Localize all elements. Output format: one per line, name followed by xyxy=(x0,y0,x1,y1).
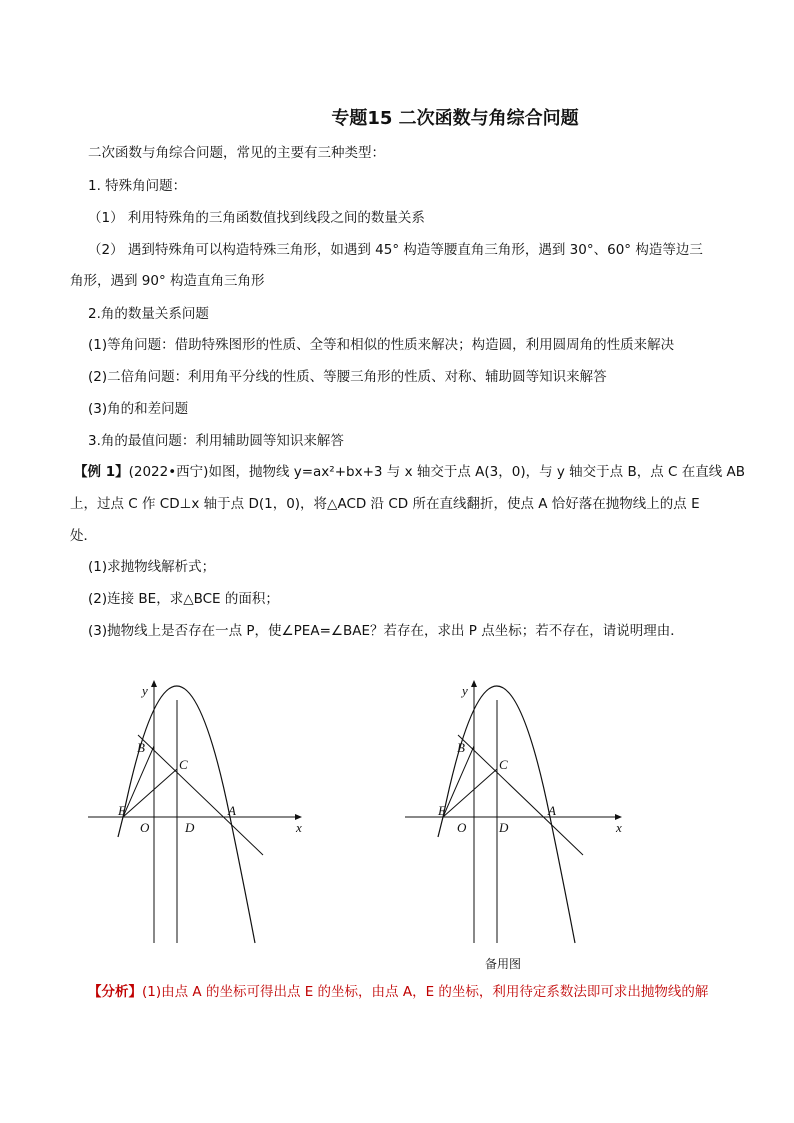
line-ab xyxy=(138,735,263,855)
figure-backup xyxy=(400,675,640,950)
parabola-left-lower xyxy=(438,817,443,837)
question-2: (2)连接 BE，求△BCE 的面积； xyxy=(88,591,279,607)
y-axis-arrow xyxy=(471,680,477,687)
type1-item2-line2: 角形，遇到 90° 构造直角三角形 xyxy=(70,273,265,289)
label-o: O xyxy=(140,820,150,835)
line-ec xyxy=(443,769,497,817)
label-e: E xyxy=(118,803,126,818)
question-3: (3)抛物线上是否存在一点 P，使∠PEA=∠BAE？若存在，求出 P 点坐标；若不存在，请说明理由． xyxy=(88,623,684,639)
example-line1-text: (2022•西宁)如图，抛物线 y=ax²+bx+3 与 x 轴交于点 A(3，0)，与 y 轴交于点 B，点 C 在直线 AB xyxy=(128,464,746,480)
page-title: 专题15 二次函数与角综合问题 xyxy=(331,108,579,129)
example-line1 xyxy=(74,462,745,482)
label-d: D xyxy=(499,820,509,835)
label-a: A xyxy=(548,803,556,818)
example-line2: 上，过点 C 作 CD⊥x 轴于点 D(1，0)，将△ACD 沿 CD 所在直线翻折，使点 A 恰好落在抛物线上的点 E xyxy=(70,496,700,512)
type3-heading: 3.角的最值问题：利用辅助圆等知识来解答 xyxy=(88,433,344,449)
line-ec xyxy=(123,769,177,817)
label-a: A xyxy=(228,803,236,818)
intro-text: 二次函数与角综合问题，常见的主要有三种类型： xyxy=(88,145,385,161)
figure-main xyxy=(80,675,320,950)
label-b: B xyxy=(137,740,145,755)
label-y: y xyxy=(142,683,148,698)
type2-heading: 2.角的数量关系问题 xyxy=(88,306,209,322)
label-b: B xyxy=(457,740,465,755)
analysis-line xyxy=(88,982,708,1002)
label-d: D xyxy=(185,820,195,835)
analysis-text: (1)由点 A 的坐标可得出点 E 的坐标，由点 A，E 的坐标，利用待定系数法即可求出抛物线的解 xyxy=(142,984,709,1000)
y-axis-arrow xyxy=(151,680,157,687)
line-eb xyxy=(443,746,474,817)
label-c: C xyxy=(179,757,188,772)
label-x: x xyxy=(296,820,302,835)
example-line3: 处． xyxy=(70,528,97,544)
label-c: C xyxy=(499,757,508,772)
type1-heading: 1. 特殊角问题： xyxy=(88,178,187,194)
question-1: (1)求抛物线解析式； xyxy=(88,559,216,575)
label-o: O xyxy=(457,820,467,835)
parabola-left-lower xyxy=(118,817,123,837)
figure-caption: 备用图 xyxy=(485,957,522,971)
analysis-tag: 【分析】 xyxy=(88,984,142,1000)
type2-item1: (1)等角问题：借助特殊图形的性质、全等和相似的性质来解决；构造圆，利用圆周角的性质来解决 xyxy=(88,337,675,353)
type2-item2: (2)二倍角问题：利用角平分线的性质、等腰三角形的性质、对称、辅助圆等知识来解答 xyxy=(88,369,607,385)
type1-item2-line1: （2） 遇到特殊角可以构造特殊三角形，如遇到 45° 构造等腰直角三角形，遇到 30°、60° 构造等边三 xyxy=(88,242,703,258)
label-x: x xyxy=(616,820,622,835)
label-y: y xyxy=(462,683,468,698)
example-tag: 【例 1】 xyxy=(74,464,129,480)
line-ab xyxy=(458,735,583,855)
line-eb xyxy=(123,746,154,817)
label-e: E xyxy=(438,803,446,818)
type2-item3: (3)角的和差问题 xyxy=(88,401,189,417)
type1-item1: （1） 利用特殊角的三角函数值找到线段之间的数量关系 xyxy=(88,210,425,226)
